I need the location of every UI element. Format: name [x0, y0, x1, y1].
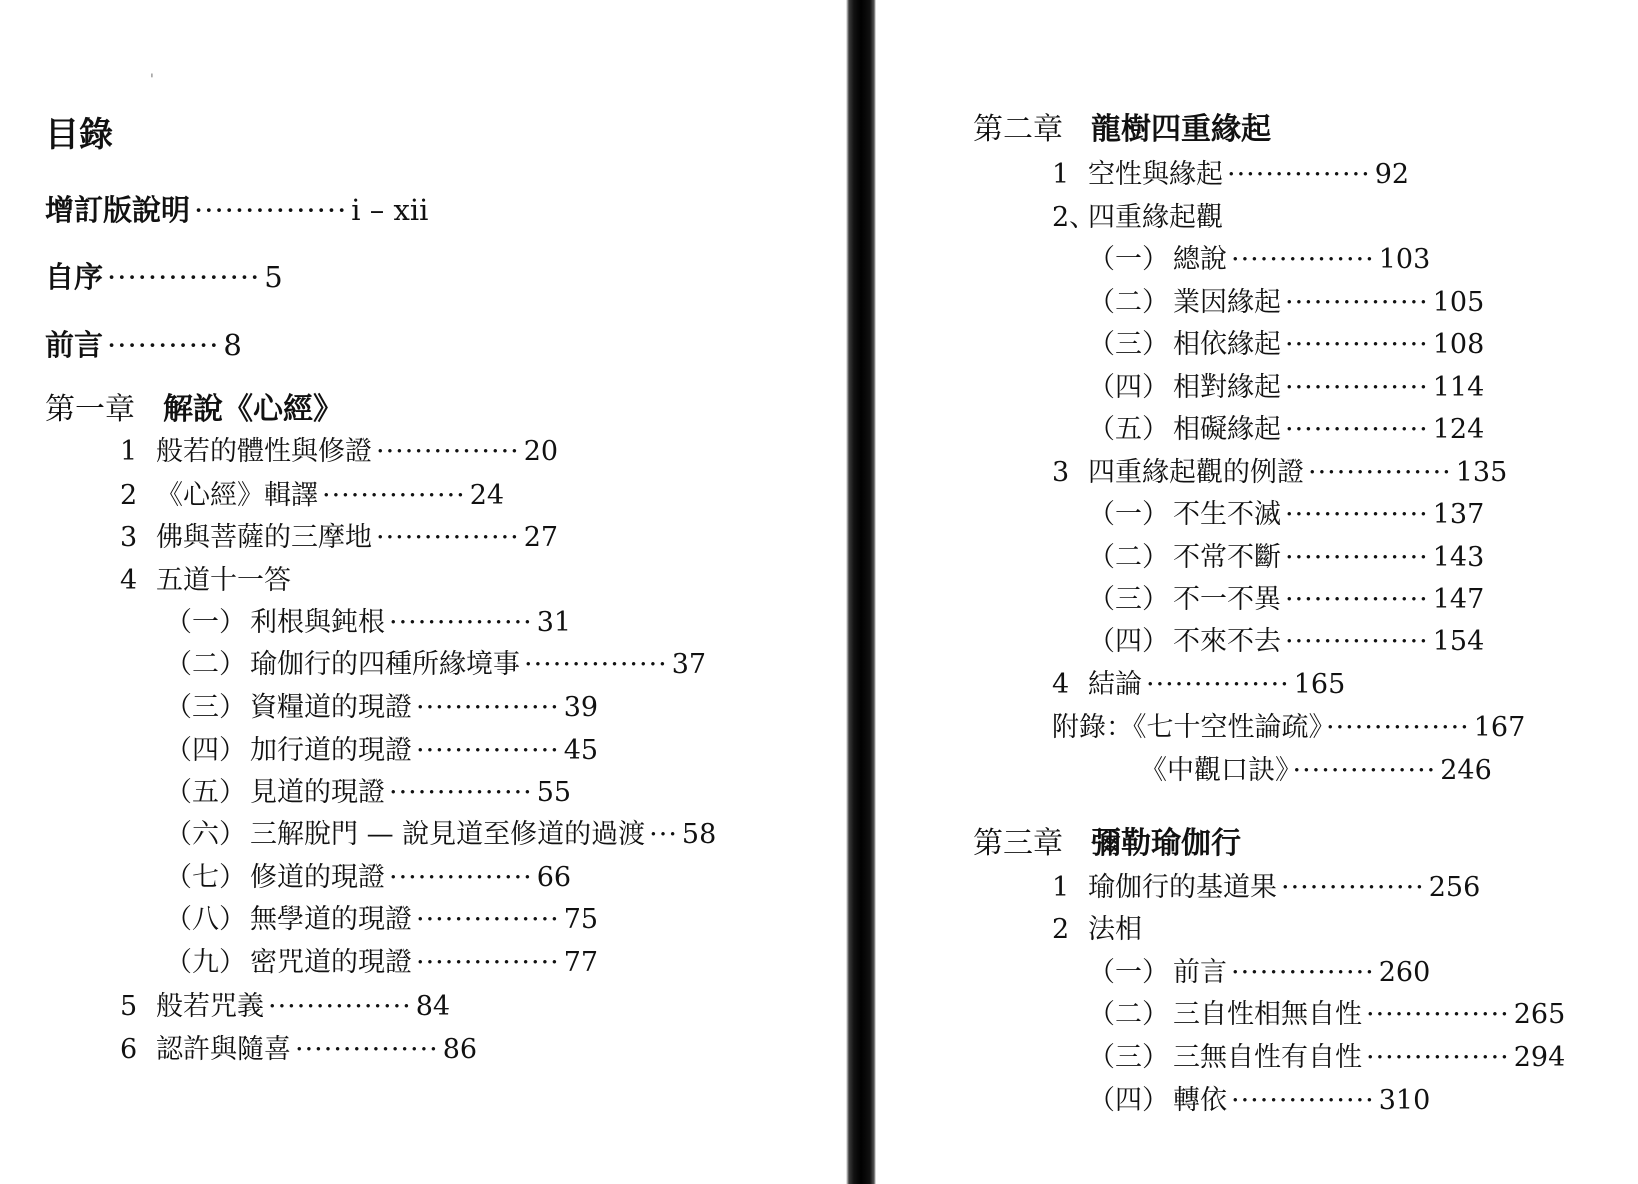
book-spine [846, 0, 876, 1184]
page-number: 66 [536, 862, 572, 893]
page-number: 75 [563, 904, 599, 935]
page-number: 108 [1432, 329, 1485, 360]
page-number: 103 [1378, 244, 1431, 275]
leader-dots: ··············· [416, 692, 560, 723]
toc-subentry[interactable] [165, 864, 571, 891]
entry-number: 1 [120, 436, 138, 467]
page-number: 27 [523, 522, 559, 553]
entry-text: 空性與緣起 [1088, 159, 1223, 190]
leader-dots: ··············· [389, 777, 533, 808]
entry-text: 結論 [1088, 669, 1142, 700]
toc-entry[interactable] [120, 524, 558, 551]
page-number: 8 [223, 328, 242, 362]
page-number: 24 [469, 480, 505, 511]
toc-entry[interactable] [120, 567, 291, 594]
entry-text: 認許與隨喜 [156, 1034, 291, 1065]
toc-entry[interactable] [120, 1036, 477, 1063]
leader-dots: ··············· [1292, 755, 1437, 786]
chapter-number: 第二章 [973, 112, 1063, 147]
entry-number: 4 [1052, 669, 1070, 700]
page-number: 5 [264, 260, 283, 294]
chapter-number: 第一章 [45, 392, 135, 427]
leader-dots: ··············· [1366, 999, 1510, 1030]
entry-text: 附錄：《七十空性論疏》 [1052, 712, 1322, 743]
sub-number: （五） [1088, 414, 1169, 445]
toc-subentry[interactable] [1088, 628, 1484, 655]
entry-number: 2 [120, 480, 138, 511]
leader-dots: ··············· [1231, 957, 1375, 988]
entry-number: 2、 [1052, 202, 1097, 233]
leader-dots: ··············· [1231, 1085, 1375, 1116]
leader-dots: ··············· [1326, 712, 1470, 743]
leader-dots: ··············· [295, 1034, 439, 1065]
toc-entry[interactable] [120, 438, 558, 465]
entry-text: 般若咒義 [156, 991, 264, 1022]
entry-text: 修道的現證 [250, 862, 385, 893]
entry-number: 2 [1052, 914, 1070, 945]
toc-appendix-entry[interactable] [1140, 757, 1492, 784]
page-number: 265 [1513, 999, 1566, 1030]
toc-subentry[interactable] [165, 949, 598, 976]
toc-entry[interactable] [1052, 916, 1142, 943]
toc-subentry[interactable] [1088, 416, 1484, 443]
page-number: 165 [1293, 669, 1346, 700]
leader-dots: ··············· [1281, 872, 1425, 903]
toc-subentry[interactable] [1088, 289, 1484, 316]
toc-appendix-entry[interactable] [1052, 714, 1525, 741]
sub-number: （四） [1088, 1085, 1169, 1116]
entry-text: 前言 [1173, 957, 1227, 988]
toc-subentry[interactable] [165, 779, 571, 806]
sub-number: （一） [1088, 957, 1169, 988]
leader-dots: ··············· [1366, 1042, 1510, 1073]
page-number: 294 [1513, 1042, 1566, 1073]
sub-number: （九） [165, 947, 246, 978]
page-number: 256 [1428, 872, 1481, 903]
page-number: 39 [563, 692, 599, 723]
leader-dots: ··············· [1285, 287, 1429, 318]
toc-entry[interactable] [1052, 459, 1507, 486]
sub-number: （四） [1088, 372, 1169, 403]
toc-entry[interactable] [120, 482, 504, 509]
entry-text: 密咒道的現證 [250, 947, 412, 978]
page-number: 135 [1455, 457, 1508, 488]
entry-number: 3 [1052, 457, 1070, 488]
entry-number: 1 [1052, 159, 1070, 190]
toc-subentry[interactable] [1088, 246, 1430, 273]
entry-text: 般若的體性與修證 [156, 436, 372, 467]
entry-text: 業因緣起 [1173, 287, 1281, 318]
entry-text: 三自性相無自性 [1173, 999, 1362, 1030]
entry-text: 佛與菩薩的三摩地 [156, 522, 372, 553]
sub-number: （六） [165, 819, 246, 850]
page-number: 20 [523, 436, 559, 467]
page-number: 154 [1432, 626, 1485, 657]
sub-number: （三） [1088, 584, 1169, 615]
entry-text: 法相 [1088, 914, 1142, 945]
page-number: 77 [563, 947, 599, 978]
leader-dots: ··············· [1308, 457, 1452, 488]
sub-number: （一） [1088, 244, 1169, 275]
toc-entry[interactable] [120, 993, 450, 1020]
toc-subentry[interactable] [1088, 586, 1484, 613]
page-number: 37 [671, 649, 707, 680]
page-number: 105 [1432, 287, 1485, 318]
page-number: 92 [1374, 159, 1410, 190]
leader-dots: ··············· [322, 480, 466, 511]
entry-text: 瑜伽行的基道果 [1088, 872, 1277, 903]
sub-number: （四） [165, 735, 246, 766]
sub-number: （一） [1088, 499, 1169, 530]
leader-dots: ··············· [376, 522, 520, 553]
entry-text: 五道十一答 [156, 565, 291, 596]
toc-subentry[interactable] [165, 694, 598, 721]
chapter-title: 解說《心經》 [163, 392, 343, 427]
entry-text: 利根與鈍根 [250, 607, 385, 638]
leader-dots: ··········· [107, 328, 220, 362]
entry-text: 相礙緣起 [1173, 414, 1281, 445]
sub-number: （七） [165, 862, 246, 893]
entry-number: 6 [120, 1034, 138, 1065]
chapter-title: 彌勒瑜伽行 [1091, 826, 1241, 861]
sub-number: （五） [165, 777, 246, 808]
leader-dots: ··············· [524, 649, 668, 680]
entry-text: 《中觀口訣》 [1140, 755, 1289, 786]
toc-subentry[interactable] [165, 737, 598, 764]
entry-text: 相依緣起 [1173, 329, 1281, 360]
leader-dots: ··············· [1285, 414, 1429, 445]
entry-text: 三無自性有自性 [1173, 1042, 1362, 1073]
entry-text: 《心經》輯譯 [156, 480, 318, 511]
leader-dots: ··············· [1285, 499, 1429, 530]
entry-text: 不常不斷 [1173, 542, 1281, 573]
entry-text: 不來不去 [1173, 626, 1281, 657]
leader-dots: ··············· [1285, 329, 1429, 360]
entry-number: 4 [120, 565, 138, 596]
sub-number: （二） [1088, 999, 1169, 1030]
right-page [880, 0, 1638, 1184]
toc-subentry[interactable] [165, 609, 571, 636]
toc-subentry[interactable] [165, 906, 598, 933]
entry-text: 四重緣起觀 [1088, 202, 1223, 233]
entry-text: 資糧道的現證 [250, 692, 412, 723]
scan-speck: ' [150, 72, 154, 88]
leader-dots: ··············· [268, 991, 412, 1022]
leader-dots: ··············· [416, 735, 560, 766]
page-number: 31 [536, 607, 572, 638]
chapter-number: 第三章 [973, 826, 1063, 861]
toc-entry[interactable] [1052, 671, 1345, 698]
toc-subentry[interactable] [165, 651, 706, 678]
toc-subentry[interactable] [1088, 1044, 1565, 1071]
page-number: i – xii [351, 193, 429, 227]
entry-text: 無學道的現證 [250, 904, 412, 935]
sub-number: （八） [165, 904, 246, 935]
chapter-heading[interactable] [973, 826, 1241, 861]
leader-dots: ··············· [389, 862, 533, 893]
entry-text: 相對緣起 [1173, 372, 1281, 403]
leader-dots: ··············· [389, 607, 533, 638]
entry-number: 1 [1052, 872, 1070, 903]
page-number: 147 [1432, 584, 1485, 615]
entry-text: 不生不滅 [1173, 499, 1281, 530]
entry-number: 3 [120, 522, 138, 553]
toc-entry-preface-revised[interactable] [45, 193, 429, 227]
entry-text: 瑜伽行的四種所緣境事 [250, 649, 520, 680]
page-number: 137 [1432, 499, 1485, 530]
page-number: 167 [1473, 712, 1526, 743]
entry-label: 前言 [45, 328, 104, 362]
chapter-title: 龍樹四重緣起 [1091, 112, 1271, 147]
sub-number: （二） [165, 649, 246, 680]
page-number: 310 [1378, 1085, 1431, 1116]
sub-number: （四） [1088, 626, 1169, 657]
entry-text: 三解脫門 — 說見道至修道的過渡 [250, 819, 646, 850]
toc-entry-foreword[interactable] [45, 328, 242, 362]
toc-subentry[interactable] [1088, 1087, 1430, 1114]
entry-text: 總說 [1173, 244, 1227, 275]
leader-dots: ··············· [1231, 244, 1375, 275]
leader-dots: ··············· [376, 436, 520, 467]
page-number: 143 [1432, 542, 1485, 573]
entry-text: 四重緣起觀的例證 [1088, 457, 1304, 488]
page-number: 114 [1432, 372, 1485, 403]
toc-subentry[interactable] [1088, 544, 1484, 571]
entry-number: 5 [120, 991, 138, 1022]
sub-number: （三） [1088, 1042, 1169, 1073]
toc-entry[interactable] [1052, 161, 1409, 188]
toc-subentry[interactable] [1088, 959, 1430, 986]
page-number: 124 [1432, 414, 1485, 445]
sub-number: （三） [1088, 329, 1169, 360]
entry-label: 增訂版說明 [45, 193, 191, 227]
page-number: 55 [536, 777, 572, 808]
page-number: 45 [563, 735, 599, 766]
toc-subentry[interactable] [1088, 374, 1484, 401]
leader-dots: ··············· [1285, 372, 1429, 403]
leader-dots: ··············· [1285, 584, 1429, 615]
toc-entry-author-preface[interactable] [45, 260, 283, 294]
leader-dots: ··· [649, 819, 678, 850]
entry-text: 轉依 [1173, 1085, 1227, 1116]
sub-number: （二） [1088, 542, 1169, 573]
sub-number: （三） [165, 692, 246, 723]
leader-dots: ··············· [416, 904, 560, 935]
toc-subentry[interactable] [1088, 501, 1484, 528]
toc-subentry[interactable] [1088, 331, 1484, 358]
entry-text: 見道的現證 [250, 777, 385, 808]
leader-dots: ··············· [1146, 669, 1290, 700]
entry-text: 加行道的現證 [250, 735, 412, 766]
toc-title: 目錄 [45, 115, 113, 155]
page-number: 246 [1440, 755, 1492, 786]
leader-dots: ··············· [1285, 626, 1429, 657]
page-number: 58 [681, 819, 717, 850]
page-number: 86 [442, 1034, 478, 1065]
toc-subentry[interactable] [1088, 1001, 1565, 1028]
leader-dots: ··············· [194, 193, 348, 227]
chapter-heading[interactable] [973, 112, 1271, 147]
entry-label: 自序 [45, 260, 104, 294]
sub-number: （一） [165, 607, 246, 638]
sub-number: （二） [1088, 287, 1169, 318]
leader-dots: ··············· [107, 260, 261, 294]
toc-entry[interactable] [1052, 204, 1223, 231]
toc-entry[interactable] [1052, 874, 1480, 901]
page-number: 260 [1378, 957, 1431, 988]
toc-subentry[interactable] [165, 821, 716, 848]
entry-text: 不一不異 [1173, 584, 1281, 615]
leader-dots: ··············· [416, 947, 560, 978]
page-number: 84 [415, 991, 451, 1022]
chapter-heading[interactable] [45, 392, 343, 427]
leader-dots: ··············· [1285, 542, 1429, 573]
leader-dots: ··············· [1227, 159, 1371, 190]
